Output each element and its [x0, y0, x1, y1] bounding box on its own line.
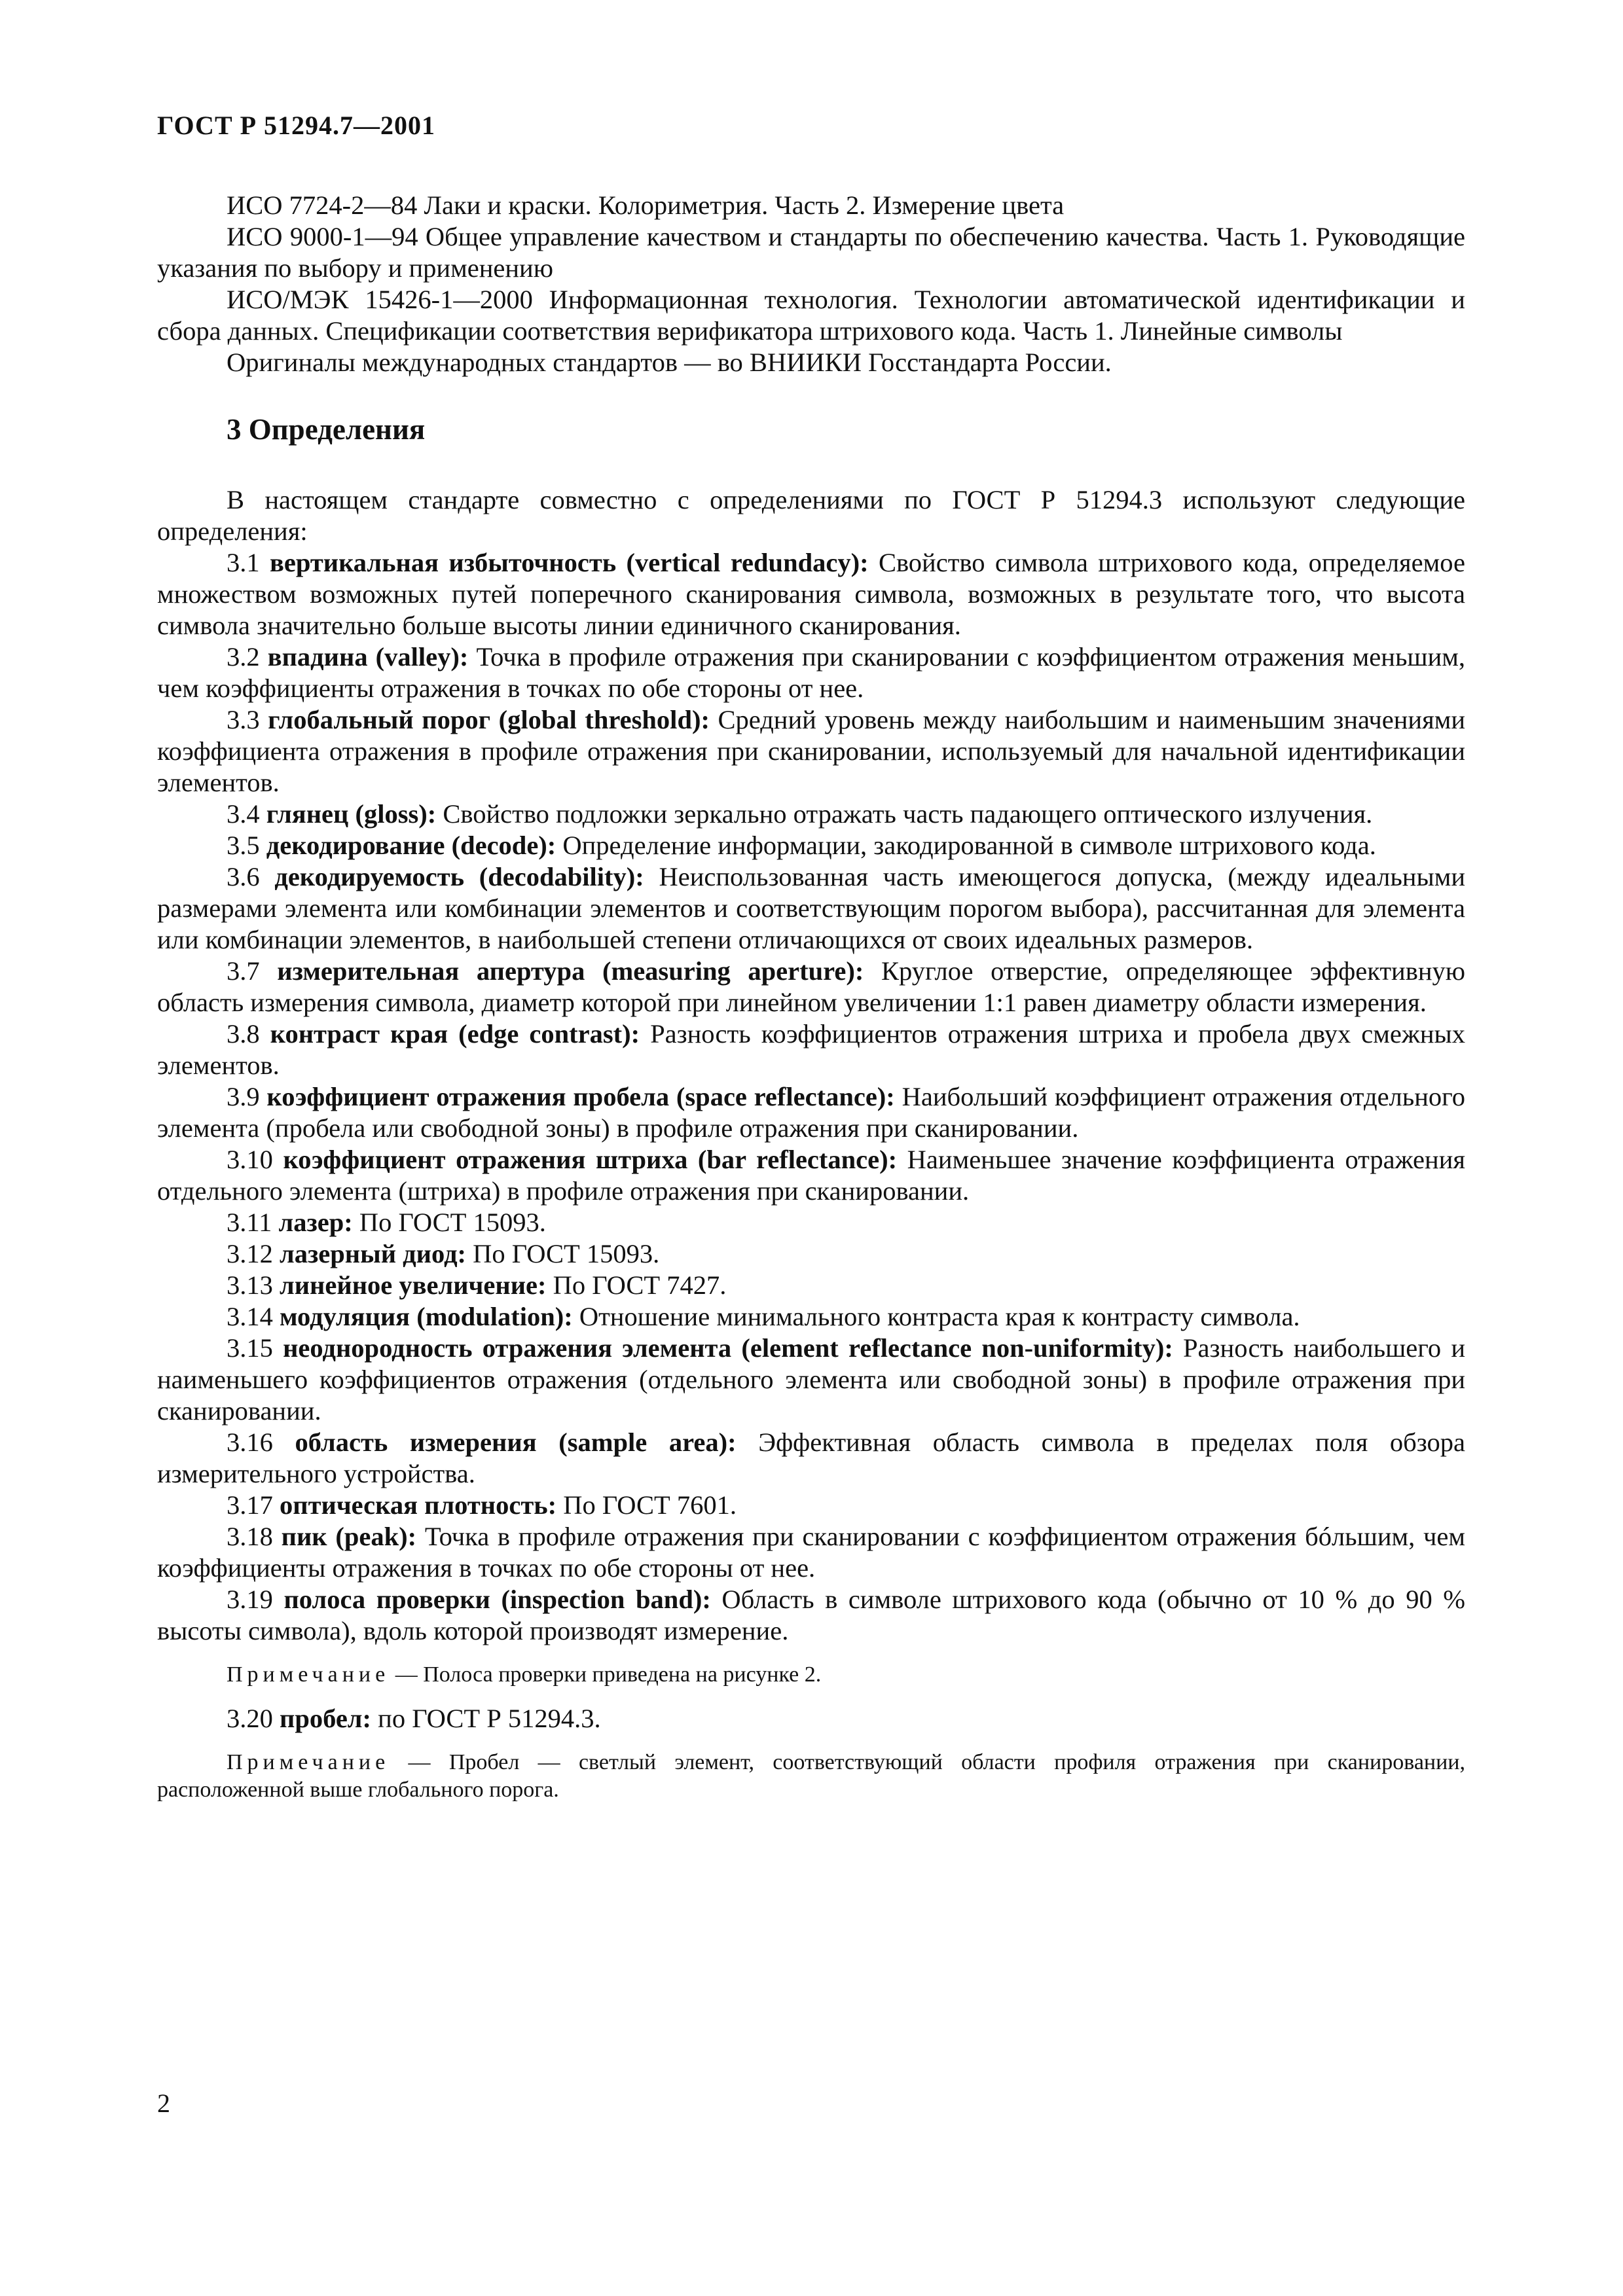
definition-text: Неиспользованная часть имеющегося допуска, (между идеальными размерами элемента или комбинации элементов и соответствующим порогом выбора), рассчитанная для элемента или комбинации элементов, в наибольшей степени отличающихся от своих идеальных размеров. [157, 862, 1465, 954]
definition-term: коэффициент отражения пробела (space reflectance): [266, 1082, 895, 1111]
definition-item [157, 1081, 1465, 1144]
definition-item [157, 1018, 1465, 1081]
definition-item [157, 1584, 1465, 1647]
reference-item: ИСО/МЭК 15426-1—2000 Информационная технология. Технологии автоматической идентификации и сбора данных. Спецификации соответствия верификатора штрихового кода. Часть 1. Линейные символы [157, 285, 1465, 346]
definition-term: линейное увеличение: [280, 1270, 547, 1300]
section-intro: В настоящем стандарте совместно с определениями по ГОСТ Р 51294.3 используют следующие определения: [157, 485, 1465, 546]
definition-item [157, 1521, 1465, 1584]
definition-term: измерительная апертура (measuring aperture): [277, 956, 864, 986]
reference-note: Оригиналы международных стандартов — во ВНИИКИ Госстандарта России. [227, 348, 1112, 377]
definition-number: 3.5 [227, 831, 260, 860]
definition-item [157, 861, 1465, 956]
definitions-list [157, 547, 1465, 1647]
definition-term: впадина (valley): [267, 642, 469, 672]
definition-number: 3.7 [227, 956, 260, 986]
note-text: — Полоса проверки приведена на рисунке 2. [390, 1662, 822, 1687]
note-inspection-band [157, 1661, 1465, 1689]
definition-number: 3.2 [227, 642, 260, 672]
definition-number: 3.15 [227, 1333, 273, 1363]
definition-number: 3.20 [227, 1704, 273, 1733]
definition-text: Свойство символа штрихового кода, определяемое множеством возможных путей поперечного сканирования символа, возможных в результате того, что высота символа значительно больше высоты линии единичного сканирования. [157, 548, 1466, 640]
definition-term: лазер: [278, 1208, 353, 1237]
definition-item [157, 1144, 1465, 1207]
definition-item [157, 1333, 1465, 1427]
page-number: 2 [157, 2089, 170, 2118]
definition-number: 3.18 [227, 1522, 273, 1551]
definition-term: лазерный диод: [280, 1239, 467, 1268]
definition-term: глобальный порог (global threshold): [268, 705, 710, 734]
definition-term: декодируемость (decodability): [274, 862, 644, 891]
definition-text: Точка в профиле отражения при сканировании с коэффициентом отражения бóльшим, чем коэффициенты отражения в точках по обе стороны от нее. [157, 1522, 1465, 1583]
definition-text: Определение информации, закодированной в символе штрихового кода. [562, 831, 1376, 860]
definition-term: оптическая плотность: [280, 1490, 557, 1520]
definition-number: 3.11 [227, 1208, 272, 1237]
definition-term: вертикальная избыточность (vertical redundacy): [270, 548, 869, 577]
definition-text: Область в символе штрихового кода (обычно от 10 % до 90 % высоты символа), вдоль которой производят измерение. [157, 1585, 1465, 1645]
definition-item [157, 956, 1465, 1018]
definition-text: Эффективная область символа в пределах поля обзора измерительного устройства. [157, 1427, 1466, 1488]
definition-item [157, 641, 1465, 704]
definition-text: По ГОСТ 7601. [563, 1490, 737, 1520]
definition-text: По ГОСТ 15093. [473, 1239, 660, 1268]
definition-item [157, 1270, 1465, 1301]
definition-text: Наибольший коэффициент отражения отдельного элемента (пробела или свободной зоны) в профиле отражения при сканировании. [157, 1082, 1465, 1143]
definition-number: 3.1 [227, 548, 260, 577]
definition-item [157, 1427, 1465, 1490]
definition-item [157, 547, 1465, 641]
definition-item [157, 1703, 1465, 1734]
definition-term: контраст края (edge contrast): [270, 1019, 640, 1049]
definition-text: Наименьшее значение коэффициента отражения отдельного элемента (штриха) в профиле отражения при сканировании. [157, 1145, 1466, 1206]
definition-item [157, 1490, 1465, 1521]
definition-term: модуляция (modulation): [280, 1302, 573, 1331]
definition-number: 3.19 [227, 1585, 273, 1614]
note-space [157, 1749, 1465, 1804]
definition-item [157, 1238, 1465, 1270]
definition-text: Средний уровень между наибольшим и наименьшим значениями коэффициента отражения в профиле отражения при сканировании, используемый для начальной идентификации элементов. [157, 705, 1465, 797]
definition-term: глянец (gloss): [266, 799, 437, 829]
definition-number: 3.8 [227, 1019, 260, 1049]
definition-term: область измерения (sample area): [295, 1427, 737, 1457]
note-label: Примечание [227, 1662, 390, 1687]
definition-number: 3.10 [227, 1145, 273, 1174]
definition-item [157, 1301, 1465, 1333]
definition-text: Точка в профиле отражения при сканировании с коэффициентом отражения меньшим, чем коэффициенты отражения в точках по обе стороны от нее. [157, 642, 1466, 703]
definition-number: 3.13 [227, 1270, 273, 1300]
reference-item: ИСО 9000-1—94 Общее управление качеством и стандарты по обеспечению качества. Часть 1. Руководящие указания по выбору и применению [157, 222, 1465, 283]
definition-number: 3.16 [227, 1427, 273, 1457]
definition-text: по ГОСТ Р 51294.3. [378, 1704, 601, 1733]
definition-text: Отношение минимального контраста края к контрасту символа. [579, 1302, 1300, 1331]
definition-text: Разность наибольшего и наименьшего коэффициентов отражения (отдельного элемента или свободной зоны) в профиле отражения при сканировании. [157, 1333, 1466, 1426]
definition-number: 3.17 [227, 1490, 273, 1520]
definition-text: По ГОСТ 15093. [359, 1208, 546, 1237]
definition-item [157, 830, 1465, 861]
definition-text: Свойство подложки зеркально отражать часть падающего оптического излучения. [443, 799, 1373, 829]
document-body [157, 190, 1465, 1818]
section-title: 3 Определения [227, 413, 426, 446]
definition-text: По ГОСТ 7427. [553, 1270, 727, 1300]
definition-term: пик (peak): [281, 1522, 417, 1551]
definition-item [157, 798, 1465, 830]
definition-number: 3.9 [227, 1082, 260, 1111]
definition-number: 3.4 [227, 799, 260, 829]
definition-term: коэффициент отражения штриха (bar reflectance): [283, 1145, 898, 1174]
document-header: ГОСТ Р 51294.7—2001 [157, 111, 436, 140]
definition-item [157, 1207, 1465, 1238]
definition-text: Разность коэффициентов отражения штриха и пробела двух смежных элементов. [157, 1019, 1465, 1080]
note-text: — Пробел — светлый элемент, соответствующий области профиля отражения при сканировании, расположенной выше глобального порога. [157, 1750, 1465, 1802]
definition-term: полоса проверки (inspection band): [283, 1585, 711, 1614]
note-label: Примечание [227, 1750, 390, 1774]
definition-number: 3.3 [227, 705, 260, 734]
reference-item: ИСО 7724-2—84 Лаки и краски. Колориметрия. Часть 2. Измерение цвета [227, 190, 1065, 220]
definition-number: 3.12 [227, 1239, 273, 1268]
definition-term: пробел: [280, 1704, 372, 1733]
definition-item [157, 704, 1465, 798]
definition-text: Круглое отверстие, определяющее эффективную область измерения символа, диаметр которой при линейном увеличении 1:1 равен диаметру области измерения. [157, 956, 1466, 1017]
definition-term: неоднородность отражения элемента (element reflectance non-uniformity): [283, 1333, 1173, 1363]
definition-term: декодирование (decode): [266, 831, 556, 860]
definition-number: 3.14 [227, 1302, 273, 1331]
definition-number: 3.6 [227, 862, 260, 891]
